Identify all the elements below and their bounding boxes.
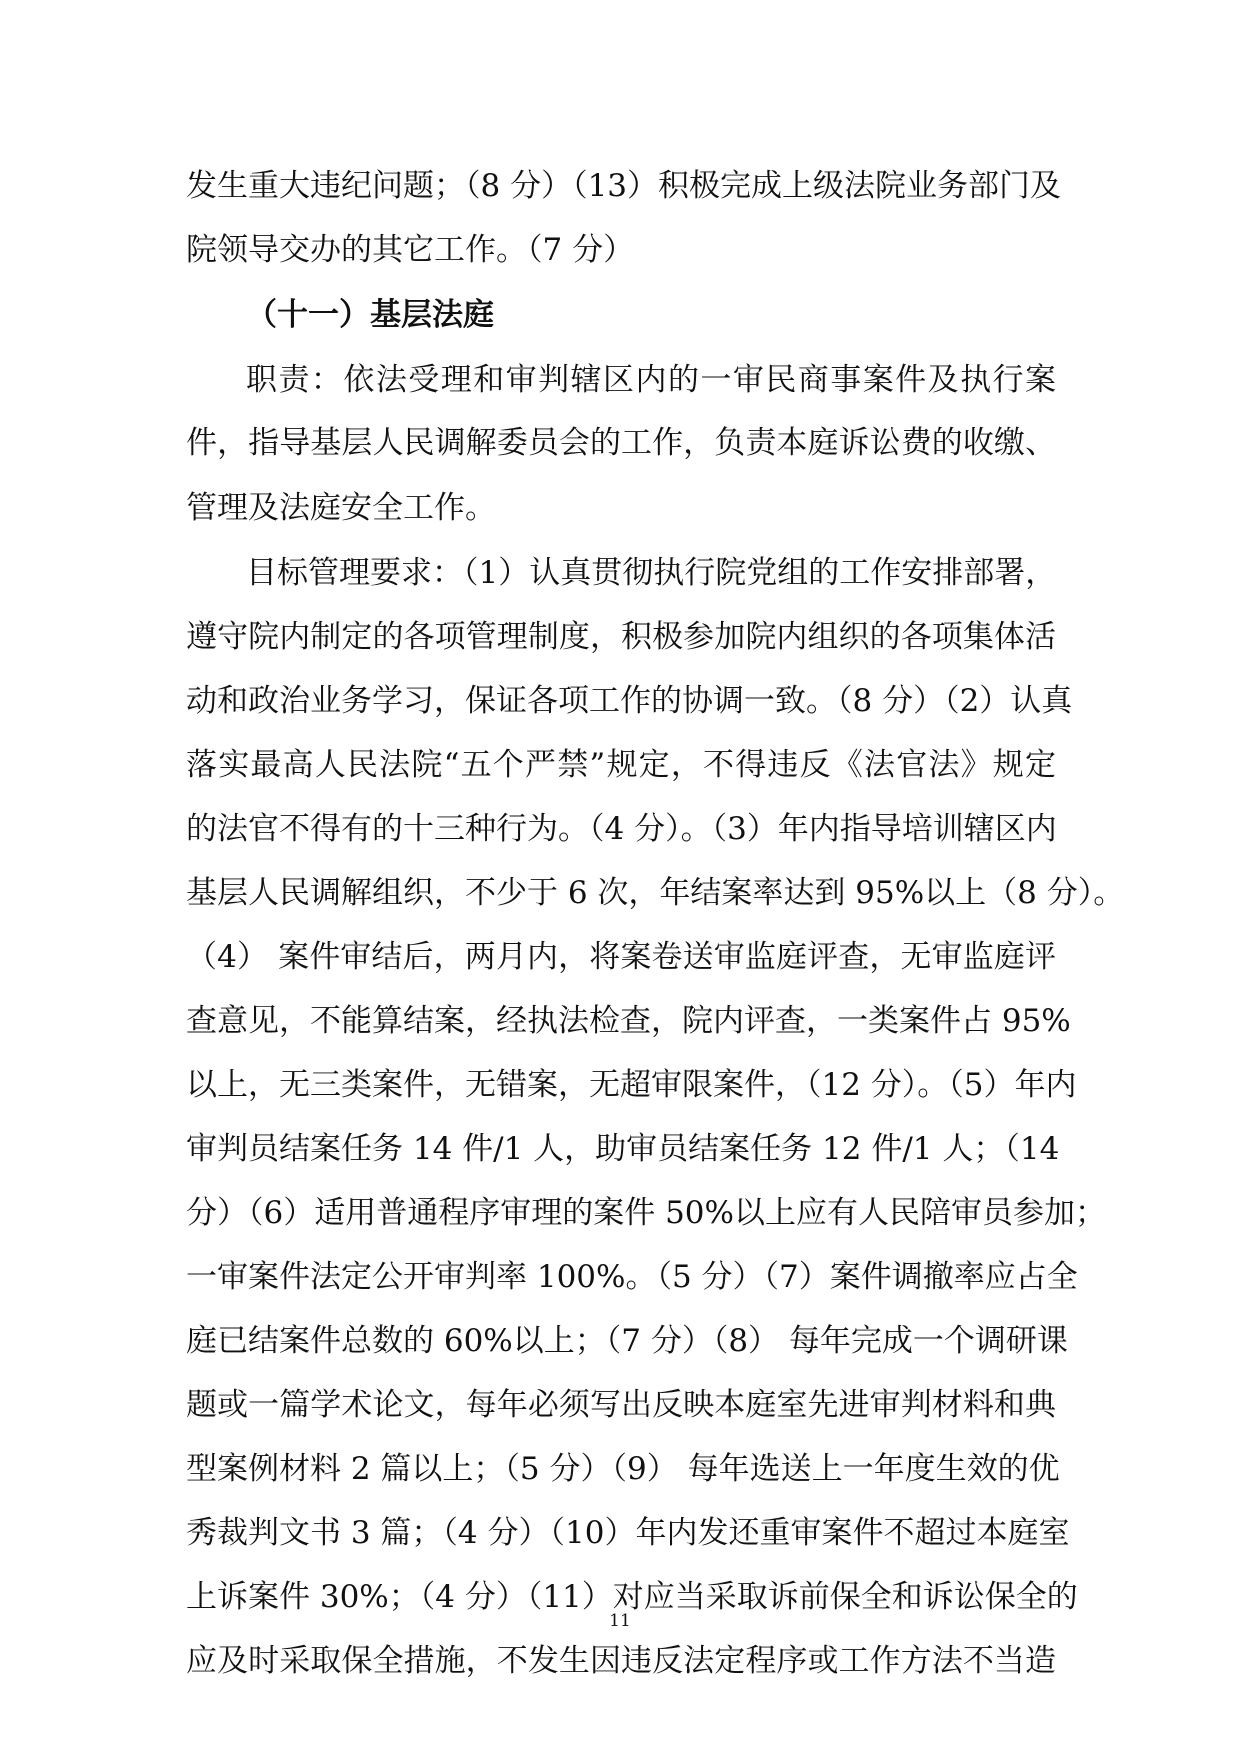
text-line: 遵守院内制定的各项管理制度，积极参加院内组织的各项集体活 [186,619,1056,655]
text-line: 管理及法庭安全工作。 [186,490,496,526]
section-heading: （十一）基层法庭 [246,297,494,333]
text-line: 庭已结案件总数的 60%以上；（7 分）（8） 每年完成一个调研课 [186,1323,1068,1359]
text-line: 应及时采取保全措施，不发生因违反法定程序或工作方法不当造 [186,1643,1056,1679]
text-line: 落实最高人民法院“五个严禁”规定，不得违反《法官法》规定 [186,747,1056,783]
text-line: 职责：依法受理和审判辖区内的一审民商事案件及执行案 [246,362,1056,398]
text-line: 型案例材料 2 篇以上；（5 分）（9） 每年选送上一年度生效的优 [186,1451,1060,1487]
page-number: 11 [609,1611,631,1631]
text-line: 审判员结案任务 14 件/1 人，助审员结案任务 12 件/1 人；（14 [186,1131,1060,1167]
text-line: 一审案件法定公开审判率 100%。（5 分）（7）案件调撤率应占全 [186,1259,1078,1295]
text-line: （4） 案件审结后，两月内，将案卷送审监庭评查，无审监庭评 [186,939,1056,975]
text-line: 查意见，不能算结案，经执法检查，院内评查，一类案件占 95% [186,1003,1071,1039]
text-line: 以上，无三类案件，无错案，无超审限案件，（12 分）。（5）年内 [186,1067,1077,1103]
text-line: 发生重大违纪问题；（8 分）（13）积极完成上级法院业务部门及 [186,168,1062,204]
text-line: 分）（6）适用普通程序审理的案件 50%以上应有人民陪审员参加； [186,1195,1106,1231]
text-line: 基层人民调解组织，不少于 6 次，年结案率达到 95%以上（8 分）。 [186,875,1125,911]
text-line: 的法官不得有的十三种行为。（4 分）。（3）年内指导培训辖区内 [186,811,1057,847]
text-line: 题或一篇学术论文，每年必须写出反映本庭室先进审判材料和典 [186,1387,1056,1423]
text-line: 目标管理要求：（1）认真贯彻执行院党组的工作安排部署， [246,555,1057,591]
text-line: 件，指导基层人民调解委员会的工作，负责本庭诉讼费的收缴、 [186,425,1056,461]
text-line: 院领导交办的其它工作。（7 分） [186,232,635,268]
text-line: 动和政治业务学习，保证各项工作的协调一致。（8 分）（2）认真 [186,683,1073,719]
text-line: 秀裁判文书 3 篇；（4 分）（10）年内发还重审案件不超过本庭室 [186,1515,1070,1551]
text-line: 上诉案件 30%；（4 分）（11）对应当采取诉前保全和诉讼保全的 [186,1579,1078,1615]
